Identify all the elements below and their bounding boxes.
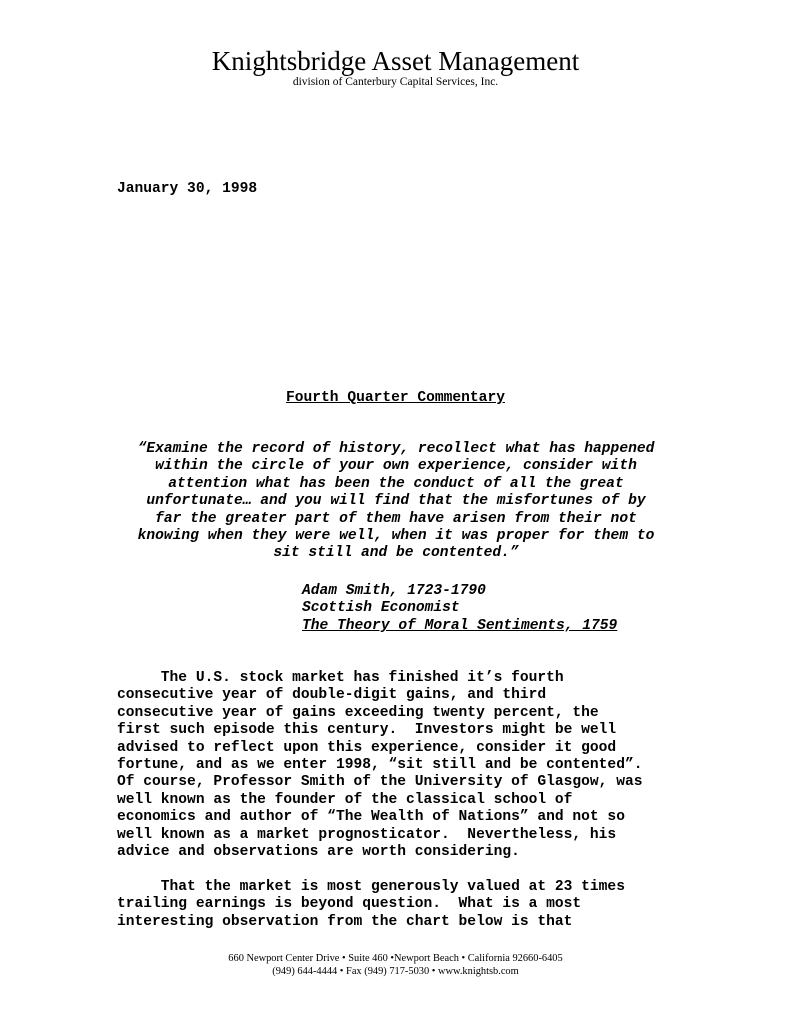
quote-line: far the greater part of them have arisen from their not bbox=[155, 510, 637, 527]
quote-line: attention what has been the conduct of all the great bbox=[168, 475, 624, 492]
body-paragraph-2 bbox=[117, 879, 625, 931]
paragraph-line: advice and observations are worth considering. bbox=[117, 844, 520, 861]
quote-line: unfortunate… and you will find that the misfortunes of by bbox=[146, 493, 646, 510]
quote-line: within the circle of your own experience, consider with bbox=[155, 458, 637, 475]
footer-contact: (949) 644-4444 • Fax (949) 717-5030 • www.knightsb.com bbox=[272, 965, 519, 977]
quote-line: knowing when they were well, when it was proper for them to bbox=[137, 528, 655, 545]
quote-author-role: Scottish Economist bbox=[302, 600, 460, 617]
paragraph-line: well known as a market prognosticator. Nevertheless, his bbox=[117, 826, 617, 843]
paragraph-line: That the market is most generously valued at 23 times bbox=[117, 879, 625, 895]
paragraph-line: interesting observation from the chart below is that bbox=[117, 913, 573, 930]
paragraph-line: well known as the founder of the classical school of bbox=[117, 791, 573, 808]
company-division: division of Canterbury Capital Services, Inc. bbox=[292, 76, 499, 88]
paragraph-line: consecutive year of gains exceeding twenty percent, the bbox=[117, 704, 599, 721]
quote-line: sit still and be contented.” bbox=[273, 545, 519, 562]
quote-line: “Examine the record of history, recollect what has happened bbox=[137, 441, 655, 457]
quote-source-work: The Theory of Moral Sentiments, 1759 bbox=[302, 617, 618, 634]
paragraph-line: economics and author of “The Wealth of Nations” and not so bbox=[117, 809, 625, 826]
letterhead bbox=[0, 44, 791, 89]
body-paragraph-1 bbox=[117, 670, 642, 861]
commentary-title-text: Fourth Quarter Commentary bbox=[286, 390, 505, 406]
paragraph-line: trailing earnings is beyond question. What is a most bbox=[117, 896, 582, 913]
paragraph-line: The U.S. stock market has finished it’s fourth bbox=[117, 670, 564, 686]
paragraph-line: advised to reflect upon this experience, consider it good bbox=[117, 739, 617, 756]
paragraph-line: Of course, Professor Smith of the University of Glasgow, was bbox=[117, 774, 643, 791]
paragraph-line: fortune, and as we enter 1998, “sit still and be contented”. bbox=[117, 757, 643, 774]
letter-date: January 30, 1998 bbox=[117, 181, 258, 197]
footer-address: 660 Newport Center Drive • Suite 460 •Newport Beach • California 92660-6405 bbox=[228, 953, 563, 964]
page-footer bbox=[0, 953, 791, 978]
quote-attribution bbox=[302, 583, 617, 635]
company-name: Knightsbridge Asset Management bbox=[211, 46, 580, 76]
quote-author: Adam Smith, 1723-1790 bbox=[302, 583, 486, 599]
paragraph-line: consecutive year of double-digit gains, and third bbox=[117, 687, 547, 704]
paragraph-line: first such episode this century. Investors might be well bbox=[117, 722, 617, 739]
commentary-title bbox=[0, 390, 791, 407]
epigraph-quote bbox=[110, 441, 682, 563]
